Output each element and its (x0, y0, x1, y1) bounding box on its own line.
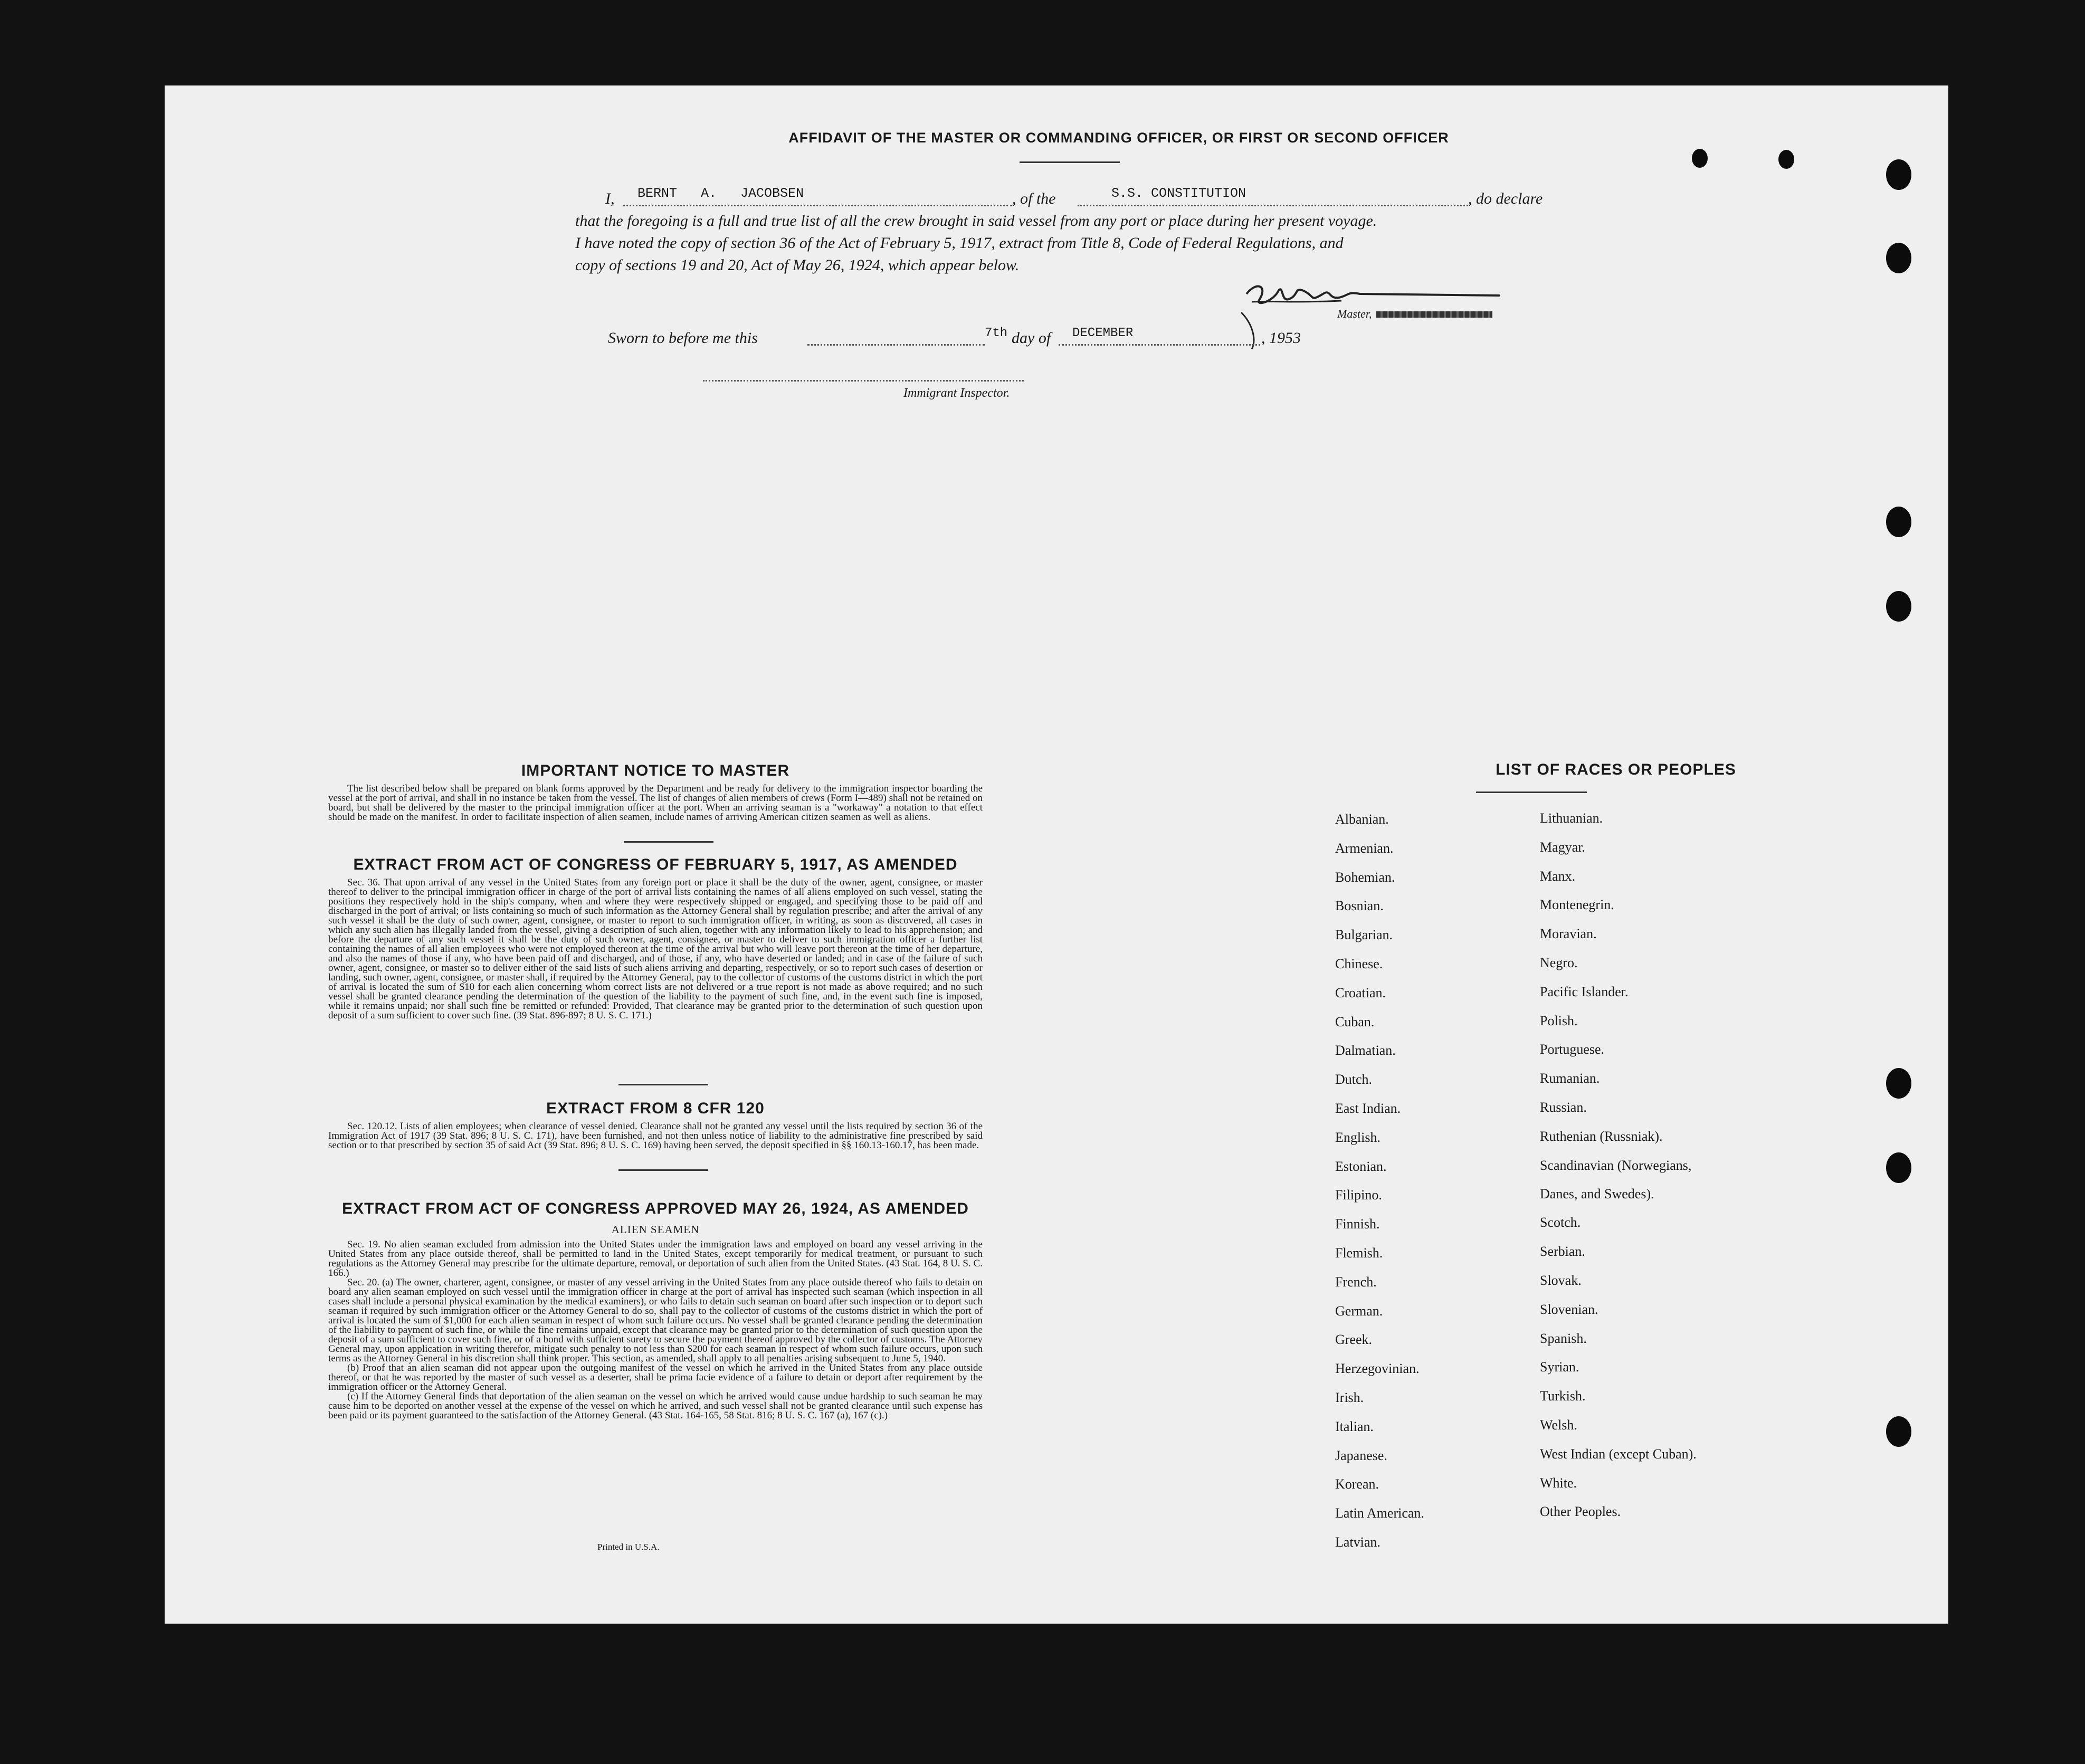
race-item: Chinese. (1335, 956, 1383, 971)
punch-hole (1886, 159, 1911, 190)
divider (1476, 792, 1587, 793)
race-item: White. (1540, 1475, 1577, 1491)
race-item: Albanian. (1335, 812, 1389, 827)
race-item: Flemish. (1335, 1245, 1383, 1261)
sworn-day-line (807, 328, 985, 346)
affidavit-line-3: I have noted the copy of section 36 of the Act of February 5, 1917, extract from Title 8, Code of Federal Regulations, and (575, 234, 1344, 252)
race-item: Slovenian. (1540, 1301, 1598, 1317)
divider (1020, 161, 1120, 163)
day-of-label: day of (1012, 329, 1051, 347)
notice-body (328, 784, 983, 822)
race-item: Latvian. (1335, 1534, 1381, 1550)
race-item: Finnish. (1335, 1216, 1380, 1232)
race-item: Italian. (1335, 1418, 1374, 1434)
race-item: Negro. (1540, 955, 1578, 970)
race-item: Manx. (1540, 868, 1576, 884)
race-item: Magyar. (1540, 839, 1585, 855)
master-role-label: Master, (1337, 307, 1372, 320)
race-item: Filipino. (1335, 1187, 1382, 1203)
sworn-month-value: DECEMBER (1072, 326, 1134, 340)
race-item: East Indian. (1335, 1101, 1401, 1116)
extract-1917-title: EXTRACT FROM ACT OF CONGRESS OF FEBRUARY 5, 1917, AS AMENDED (353, 856, 958, 873)
race-item: Estonian. (1335, 1158, 1387, 1174)
race-item: Croatian. (1335, 985, 1386, 1000)
race-item: Lithuanian. (1540, 811, 1603, 826)
sec-20c-paragraph: (c) If the Attorney General finds that deportation of the alien seaman on the vessel on which he arrived would cause undue hardship to such seaman he may cause him to be deported on another vessel at the expense of the vessel on which he arrived, and such vessel shall not be granted clearance until such expense has been paid or its payment guaranteed to the satisfaction of the Attorney General. (43 Stat. 164-165, 58 Stat. 816; 8 U. S. C. 167 (a), 167 (c).) (328, 1391, 983, 1421)
race-item: Bulgarian. (1335, 927, 1393, 943)
race-item: Japanese. (1335, 1447, 1387, 1463)
punch-hole (1886, 1068, 1911, 1099)
race-item: West Indian (except Cuban). (1540, 1446, 1697, 1462)
race-item: Portuguese. (1540, 1042, 1605, 1057)
race-item: Cuban. (1335, 1014, 1375, 1029)
race-item: Korean. (1335, 1476, 1379, 1492)
race-item: Bosnian. (1335, 898, 1384, 914)
extract-cfr-body (328, 1122, 983, 1150)
vessel-name-value: S.S. CONSTITUTION (1111, 186, 1246, 201)
race-item: Turkish. (1540, 1388, 1586, 1404)
extract-1924-title: EXTRACT FROM ACT OF CONGRESS APPROVED MAY 26, 1924, AS AMENDED (342, 1200, 969, 1217)
race-item: Russian. (1540, 1100, 1587, 1115)
race-item: Moravian. (1540, 926, 1597, 942)
race-item: Danes, and Swedes). (1540, 1186, 1654, 1202)
extract-cfr-title: EXTRACT FROM 8 CFR 120 (546, 1100, 765, 1117)
race-item: Serbian. (1540, 1244, 1585, 1260)
of-the-label: , of the (1012, 190, 1056, 207)
race-item: German. (1335, 1303, 1383, 1319)
race-item: Scotch. (1540, 1215, 1581, 1231)
race-item: English. (1335, 1129, 1381, 1145)
race-item: Polish. (1540, 1013, 1578, 1028)
race-item: Pacific Islander. (1540, 984, 1629, 999)
affidavit-line-2: that the foregoing is a full and true list of all the crew brought in said vessel from any port or place during her present voyage. (575, 212, 1377, 230)
races-title: LIST OF RACES OR PEOPLES (1496, 761, 1736, 778)
race-item: Greek. (1335, 1332, 1373, 1348)
punch-hole (1886, 243, 1911, 273)
form-page (165, 85, 1948, 1624)
struck-officer-text (1376, 311, 1492, 318)
race-item: Scandinavian (Norwegians, (1540, 1157, 1692, 1173)
punch-hole (1886, 1416, 1911, 1447)
race-item: Armenian. (1335, 840, 1394, 856)
race-item: Other Peoples. (1540, 1504, 1621, 1520)
sworn-day-value: 7th (985, 326, 1008, 340)
race-item: Dutch. (1335, 1072, 1373, 1088)
sworn-label: Sworn to before me this (608, 329, 758, 347)
divider (624, 841, 713, 843)
sec-19-paragraph: Sec. 19. No alien seaman excluded from admission into the United States under the immigration laws and employed on board any vessel arriving in the United States from any place outside thereof, shall be permitted to land in the United States, except temporarily for medical treatment, or pursuant to such regulations as the Attorney General may prescribe for the ultimate departure, removal, or deportation of such alien from the United States. (43 Stat. 164, 8 U. S. C. 166.) (328, 1239, 983, 1279)
sec-20a-paragraph: Sec. 20. (a) The owner, charterer, agent, consignee, or master of any vessel arriving in the United States from any place outside thereof who fails to detain on board any alien seaman employed on such vessel until the immigration officer in charge at the port of arrival has inspected such seaman (which inspection in all cases shall include a personal physical examination by the medical examiners), or who fails to detain such seaman on board after such inspection or to deport such seaman if required by such immigration officer or the Attorney General to do so, shall pay to the collector of customs of the customs district in which the port of arrival is located the sum of $1,000 for each alien seaman in respect of whom such failure occurs. No vessel shall be granted clearance pending the determination of the liability to payment of such fine, or while the fine remains unpaid, except that clearance may be granted prior to the determination of such question upon the deposit of a sum sufficient to cover such fine, or of a bond with sufficient surety to secure the payment thereof approved by the collector of customs. The Attorney General may, upon application in writing therefor, mitigate such penalty to not less than $200 for each seaman in respect of whom such failure occurs, upon such terms as the Attorney General in his discretion shall think proper. This section, as amended, shall apply to all penalties arising subsequent to June 5, 1940. (328, 1277, 983, 1364)
sec-36-paragraph: Sec. 36. That upon arrival of any vessel in the United States from any foreign port or place it shall be the duty of the owner, agent, consignee, or master thereof to deliver to the principal immigration officer in charge of the port of arrival lists containing the names of all aliens employed on such vessel, stating the positions they respectively hold in the ship's company, when and where they were respectively shipped or engaged, and specifying those to be paid off and discharged in the port of arrival; or lists containing so much of such information as the Attorney General shall by regulation prescribe; and after the arrival of any such vessel it shall be the duty of such owner, agent, consignee, or master to report to such immigration officer, in writing, as soon as discovered, all cases in which any such alien has illegally landed from the vessel, giving a description of such alien, together with any information likely to lead to his apprehension; and before the departure of any such vessel it shall be the duty of such owner, agent, consignee, or master to deliver to such immigration officer a further list containing the names of all alien employees who were not employed thereon at the time of the arrival but who will leave port thereon at the time of her departure, and also the names of those if any, who have been paid off and discharged, and of those, if any, who have deserted or landed; and in case of the failure of such owner, agent, consignee, or master so to deliver either of the said lists of such aliens arriving and departing, respectively, or so to report such cases of desertion or landing, such owner, agent, consignee, or master shall, if required by the Attorney General, pay to the collector of customs of the customs district in which the port of arrival is located the sum of $10 for each alien concerning whom correct lists are not delivered or a true report is not made as above required; and no such vessel shall be granted clearance pending the determination of the question of the liability to the payment of such fine, and, in the event such fine is imposed, while it remains unpaid; nor shall such fine be remitted or refunded: Provided, That clearance may be granted prior to the determination of such question upon deposit of a sum sufficient to cover such fine. (39 Stat. 896-897; 8 U. S. C. 171.) (328, 877, 983, 1021)
inspector-signature-line (703, 364, 1024, 382)
divider (618, 1169, 708, 1171)
extract-1917-body (328, 878, 983, 1021)
race-item: Dalmatian. (1335, 1043, 1396, 1059)
affidavit-line-4: copy of sections 19 and 20, Act of May 26, 1924, which appear below. (575, 256, 1020, 274)
divider (618, 1084, 708, 1085)
affidavit-title: AFFIDAVIT OF THE MASTER OR COMMANDING OFFICER, OR FIRST OR SECOND OFFICER (788, 130, 1449, 146)
race-item: Irish. (1335, 1390, 1364, 1405)
race-item: French. (1335, 1274, 1377, 1290)
punch-hole (1886, 507, 1911, 537)
inspector-label: Immigrant Inspector. (903, 386, 1010, 400)
race-item: Montenegrin. (1540, 897, 1614, 913)
printed-in-usa: Printed in U.S.A. (597, 1542, 660, 1552)
sec-20b-paragraph: (b) Proof that an alien seaman did not appear upon the outgoing manifest of the vessel on which he arrived in the United States from any place outside thereof, or that he was reported by the master of such vessel as a deserter, shall be prima facie evidence of a failure to detain or deport after requirement by the immigration officer or the Attorney General. (328, 1362, 983, 1393)
do-declare-label: , do declare (1468, 190, 1543, 207)
race-item: Ruthenian (Russniak). (1540, 1128, 1663, 1144)
race-item: Bohemian. (1335, 869, 1395, 885)
punch-hole (1886, 591, 1911, 622)
race-item: Herzegovinian. (1335, 1361, 1420, 1377)
race-item: Slovak. (1540, 1273, 1582, 1288)
affidavit-i-label: I, (605, 190, 615, 207)
notice-paragraph: The list described below shall be prepared on blank forms approved by the Department and be ready for delivery to the immigration inspector boarding the vessel at the port of arrival, and shall in no instance be taken from the vessel. The list of changes of alien members of crews (Form I—489) shall not be retained on board, but shall be delivered by the master to the principal immigration officer at the port. When an arriving seaman is a "workaway" a notation to that effect should be made on the manifest. In order to facilitate inspection of alien seamen, include names of arriving American citizen seamen as well as aliens. (328, 783, 983, 823)
notice-title: IMPORTANT NOTICE TO MASTER (521, 762, 790, 779)
race-item: Welsh. (1540, 1417, 1577, 1433)
sec-120-12-paragraph: Sec. 120.12. Lists of alien employees; when clearance of vessel denied. Clearance shall not be granted any vessel until the lists required by section 36 of the Immigration Act of 1917 (39 Stat. 896; 8 U. S. C. 171), have been furnished, and not then unless notice of liability to the administrative fine prescribed by said section or to that prescribed by section 35 of said Act (39 Stat. 896; 8 U. S. C. 169) having been served, the deposit specified in §§ 160.13-160.17, has been made. (328, 1121, 983, 1151)
extract-1924-body (328, 1240, 983, 1420)
race-item: Latin American. (1335, 1505, 1424, 1521)
punch-hole (1886, 1152, 1911, 1183)
race-item: Spanish. (1540, 1330, 1587, 1346)
alien-seamen-subtitle: ALIEN SEAMEN (611, 1223, 700, 1236)
race-item: Syrian. (1540, 1359, 1579, 1375)
punch-hole (1692, 149, 1708, 168)
punch-hole (1778, 150, 1794, 169)
master-name-value: BERNT A. JACOBSEN (637, 186, 804, 201)
sworn-year-value: , 1953 (1261, 329, 1301, 347)
race-item: Rumanian. (1540, 1071, 1600, 1086)
